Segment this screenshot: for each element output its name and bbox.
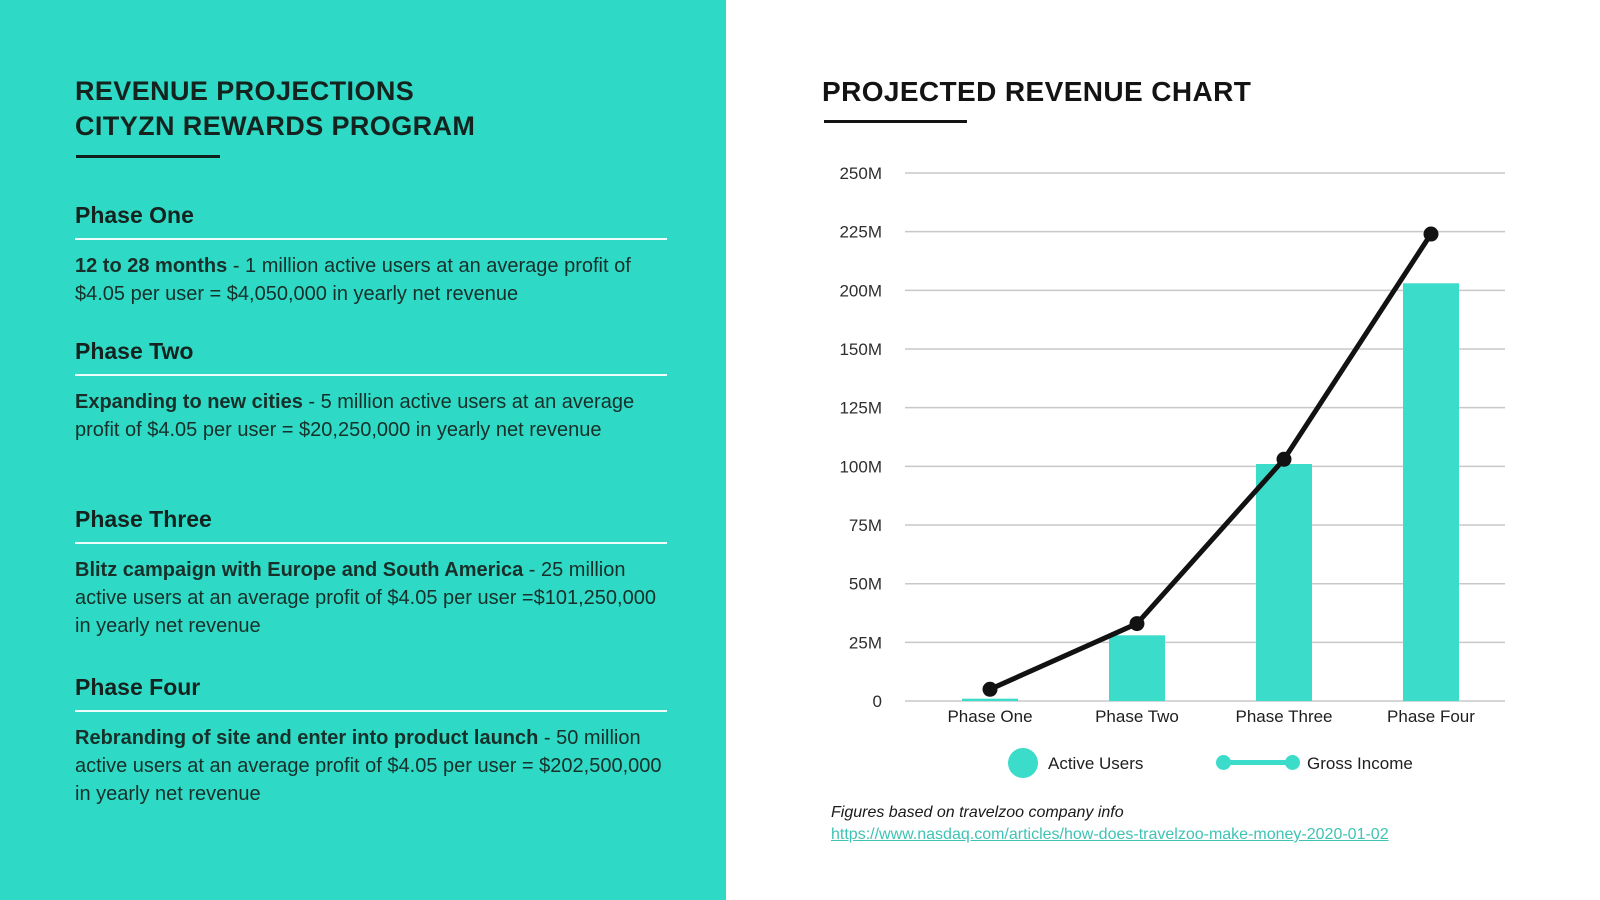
title-underline-rule xyxy=(76,155,220,158)
projected-revenue-chart xyxy=(790,140,1570,740)
panel-title-line1: REVENUE PROJECTIONS xyxy=(75,76,415,106)
gross-income-legend-label: Gross Income xyxy=(1307,754,1413,773)
active-users-bar xyxy=(1256,464,1312,701)
phase-four-text xyxy=(75,724,667,808)
active-users-bar xyxy=(1109,635,1165,701)
phase-two-rest: - 5 million active users at an average profit of $4.05 per user = $20,250,000 in yearly net revenue xyxy=(75,391,635,441)
phase-one-text xyxy=(75,252,667,308)
y-tick-label: 150M xyxy=(839,340,882,360)
phase-two-rule xyxy=(75,374,667,376)
phase-three-rule xyxy=(75,542,667,544)
active-users-legend-swatch xyxy=(1008,748,1038,778)
y-tick-label: 100M xyxy=(839,457,882,477)
panel-title xyxy=(75,74,475,144)
phase-one-heading: Phase One xyxy=(75,202,194,228)
source-footnote: Figures based on travelzoo company info xyxy=(831,804,1124,821)
y-tick-label: 25M xyxy=(848,633,882,653)
phase-three-lead: Blitz campaign with Europe and South America xyxy=(75,559,524,581)
gross-income-point xyxy=(983,682,998,697)
source-link[interactable]: https://www.nasdaq.com/articles/how-does-travelzoo-make-money-2020-01-02 xyxy=(831,826,1389,843)
x-category-label: Phase One xyxy=(947,707,1033,726)
phase-one-rest: - 1 million active users at an average profit of $4.05 per user = $4,050,000 in yearly net revenue xyxy=(75,255,631,305)
chart-title: PROJECTED REVENUE CHART xyxy=(822,76,1252,107)
y-tick-label: 75M xyxy=(848,516,882,536)
phase-one-rule xyxy=(75,238,667,240)
phase-two-section xyxy=(75,336,667,444)
phase-four-rule xyxy=(75,710,667,712)
legend-line-dot-left xyxy=(1216,755,1231,770)
panel-title-line2: CITYZN REWARDS PROGRAM xyxy=(75,111,476,141)
active-users-bar xyxy=(1403,283,1459,701)
phase-four-heading: Phase Four xyxy=(75,674,201,700)
phase-one-section xyxy=(75,200,667,308)
x-category-label: Phase Four xyxy=(1387,707,1475,726)
x-category-label: Phase Two xyxy=(1095,707,1179,726)
phase-four-rest: - 50 million active users at an average profit of $4.05 per user = $202,500,000 in yearly net revenue xyxy=(75,727,662,805)
phase-three-rest: - 25 million active users at an average profit of $4.05 per user =$101,250,000 in yearly net revenue xyxy=(75,559,656,637)
y-tick-label: 50M xyxy=(848,574,882,594)
phase-two-text xyxy=(75,388,667,444)
phase-four-section xyxy=(75,672,667,808)
gross-income-point xyxy=(1424,227,1439,242)
active-users-bar xyxy=(962,699,1018,701)
y-tick-label: 200M xyxy=(839,281,882,301)
y-tick-label: 225M xyxy=(839,222,882,242)
active-users-legend-label: Active Users xyxy=(1048,754,1144,773)
legend-line-dot-right xyxy=(1285,755,1300,770)
y-tick-label: 125M xyxy=(839,398,882,418)
revenue-projections-panel xyxy=(0,0,726,900)
gross-income-line xyxy=(990,234,1431,689)
phase-three-text xyxy=(75,556,667,640)
y-tick-label: 250M xyxy=(839,164,882,183)
phase-two-heading: Phase Two xyxy=(75,338,194,364)
y-tick-label: 0 xyxy=(872,692,882,712)
gross-income-point xyxy=(1130,616,1145,631)
phase-three-section xyxy=(75,504,667,640)
phase-two-lead: Expanding to new cities xyxy=(75,391,303,413)
gross-income-point xyxy=(1277,452,1292,467)
gross-income-legend-marker xyxy=(1223,760,1293,765)
phase-one-lead: 12 to 28 months xyxy=(75,255,228,277)
phase-three-heading: Phase Three xyxy=(75,506,212,532)
chart-title-underline-rule xyxy=(824,120,967,123)
x-category-label: Phase Three xyxy=(1235,707,1333,726)
phase-four-lead: Rebranding of site and enter into product launch xyxy=(75,727,539,749)
